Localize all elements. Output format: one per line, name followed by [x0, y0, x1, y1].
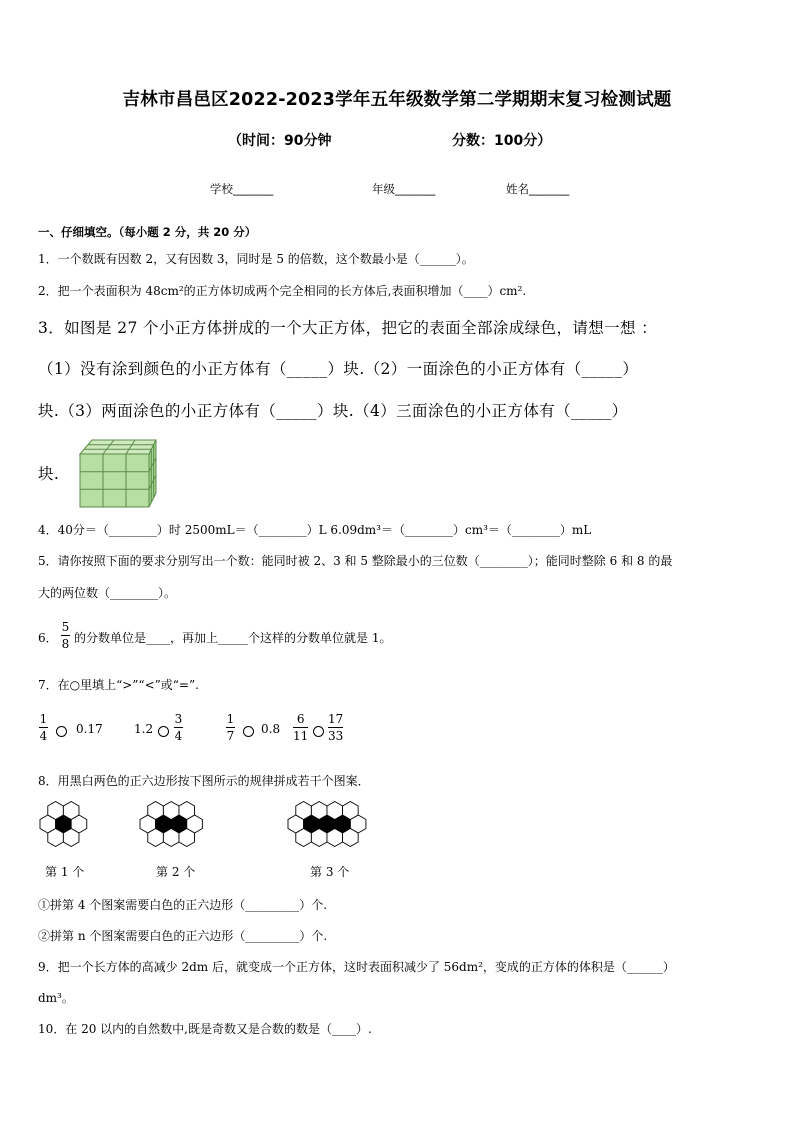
white-hexagon — [327, 829, 343, 847]
question-8: 8．用黑白两色的正六边形按下图所示的规律拼成若干个图案． — [38, 774, 370, 788]
white-hexagon — [163, 802, 179, 820]
denominator: 4 — [39, 729, 48, 743]
name-field[interactable]: 姓名_______ — [506, 182, 570, 196]
denominator: 33 — [328, 729, 344, 743]
white-hexagon — [296, 802, 312, 820]
numerator: 1 — [226, 712, 235, 726]
question-1: 1．一个数既有因数 2，又有因数 3，同时是 5 的倍数，这个数最小是（______）。 — [38, 252, 474, 266]
pattern-caption-1: 第 1 个 — [45, 865, 85, 879]
question-8-part-2: ②拼第 n 个图案需要白色的正六边形（_________）个. — [38, 929, 328, 943]
white-hexagon — [63, 829, 79, 847]
question-6-fraction — [61, 620, 70, 651]
exam-time: （时间：90分钟 — [228, 133, 332, 149]
white-hexagon — [343, 829, 359, 847]
question-5-line-2: 大的两位数（________）。 — [38, 586, 177, 600]
compare-3-fraction — [226, 712, 235, 743]
question-3-line-3: 块.（3）两面涂色的小正方体有（_____）块.（4）三面涂色的小正方体有（_____） — [38, 402, 628, 420]
white-hexagon — [179, 802, 195, 820]
white-hexagon — [179, 829, 195, 847]
white-hexagon — [327, 802, 343, 820]
numerator: 3 — [174, 712, 183, 726]
pattern-caption-3: 第 3 个 — [310, 865, 350, 879]
compare-1-fraction — [39, 712, 48, 743]
white-hexagon — [148, 802, 164, 820]
denominator: 4 — [174, 729, 183, 743]
compare-1-value: 0.17 — [76, 722, 103, 736]
white-hexagon — [343, 802, 359, 820]
section-heading: 一、仔细填空。（每小题 2 分，共 20 分） — [38, 225, 257, 239]
grade-field[interactable]: 年级_______ — [372, 182, 436, 196]
question-9-line-2: dm³。 — [38, 991, 74, 1005]
white-hexagon — [296, 829, 312, 847]
compare-3-value: 0.8 — [261, 722, 281, 736]
numerator: 17 — [328, 712, 344, 726]
question-9-line-1: 9．把一个长方体的高减少 2dm 后，就变成一个正方体，这时表面积减少了 56dm²，变成的正方体的体积是（______） — [38, 960, 675, 974]
cube-front-face — [80, 454, 149, 507]
white-hexagon — [311, 829, 327, 847]
cube-figure — [64, 436, 158, 510]
numerator: 1 — [39, 712, 48, 726]
question-3-line-4: 块. — [38, 465, 60, 483]
white-hexagon — [48, 829, 64, 847]
white-hexagon — [48, 802, 64, 820]
white-hexagon — [63, 802, 79, 820]
compare-circle-4[interactable] — [313, 726, 324, 737]
question-4: 4．40分＝（________）时 2500mL＝（________）L 6.09dm³＝（________）cm³＝（________）mL — [38, 523, 592, 537]
question-2: 2．把一个表面积为 48cm²的正方体切成两个完全相同的长方体后,表面积增加（____）cm². — [38, 284, 527, 298]
compare-circle-2[interactable] — [158, 726, 169, 737]
pattern-caption-2: 第 2 个 — [156, 865, 196, 879]
cube-top-face — [80, 440, 156, 454]
fraction-denominator: 8 — [61, 637, 70, 651]
question-6-number: 6． — [38, 631, 58, 645]
white-hexagon — [311, 802, 327, 820]
question-8-part-1: ①拼第 4 个图案需要白色的正六边形（_________）个. — [38, 898, 328, 912]
question-7: 7．在○里填上“>”“<”或“=”. — [38, 678, 199, 692]
compare-circle-1[interactable] — [56, 726, 67, 737]
question-6-text: 的分数单位是____，再加上_____个这样的分数单位就是 1。 — [74, 631, 392, 645]
question-3-line-2: （1）没有涂到颜色的小正方体有（_____）块.（2）一面涂色的小正方体有（_____） — [38, 360, 639, 378]
compare-4-fraction-right — [328, 712, 343, 743]
compare-2-fraction — [174, 712, 183, 743]
question-10: 10．在 20 以内的自然数中,既是奇数又是合数的数是（____）. — [38, 1022, 372, 1036]
exam-score: 分数：100分） — [452, 133, 552, 149]
hexagon-patterns — [32, 798, 412, 852]
white-hexagon — [148, 829, 164, 847]
denominator: 11 — [293, 729, 309, 743]
compare-circle-3[interactable] — [243, 726, 254, 737]
compare-2-value: 1.2 — [134, 722, 154, 736]
school-field[interactable]: 学校_______ — [210, 182, 274, 196]
question-3-line-1: 3．如图是 27 个小正方体拼成的一个大正方体，把它的表面全部涂成绿色，请想一想 ： — [38, 319, 658, 337]
fraction-numerator: 5 — [61, 620, 70, 634]
compare-4-fraction-left — [293, 712, 308, 743]
numerator: 6 — [296, 712, 305, 726]
white-hexagon — [163, 829, 179, 847]
question-5-line-1: 5．请你按照下面的要求分别写出一个数：能同时被 2、3 和 5 整除最小的三位数（________）；能同时整除 6 和 8 的最 — [38, 554, 673, 568]
denominator: 7 — [226, 729, 235, 743]
page-title: 吉林市昌邑区2022-2023学年五年级数学第二学期期末复习检测试题 — [122, 90, 672, 110]
